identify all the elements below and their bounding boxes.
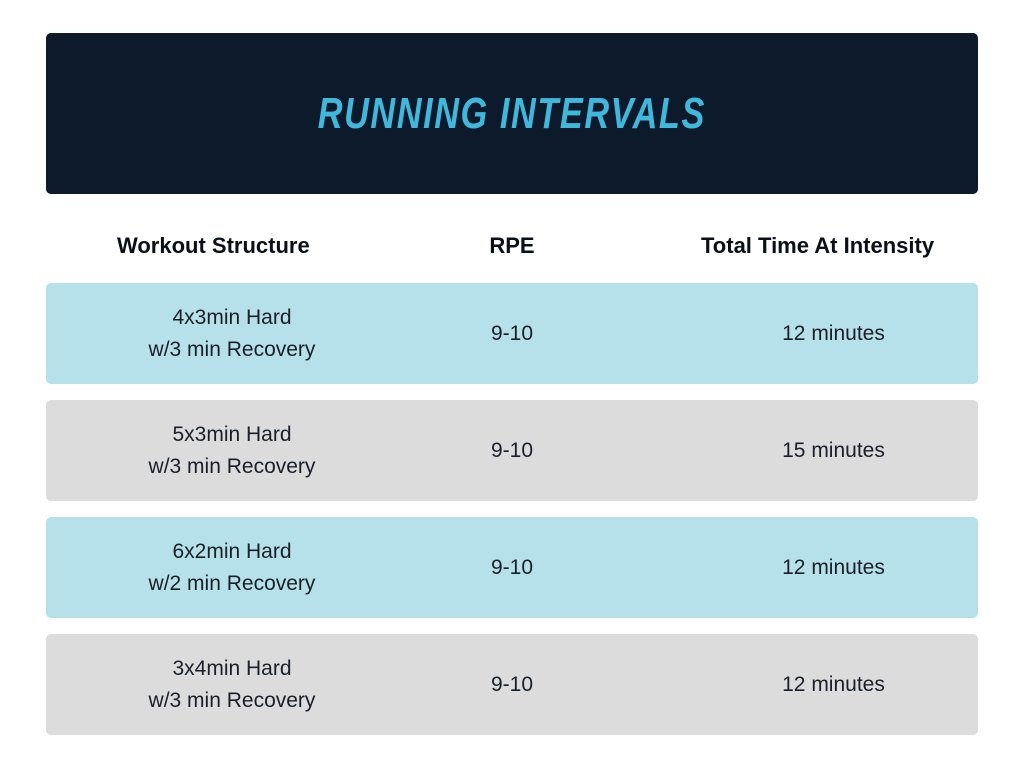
workout-structure-line2: w/3 min Recovery: [148, 337, 316, 361]
title-banner: [46, 33, 978, 194]
workout-structure-line1: 5x3min Hard: [172, 422, 292, 446]
table-row: [46, 400, 978, 501]
total-time-cell: 15 minutes: [782, 438, 885, 462]
workout-structure-line1: 6x2min Hard: [172, 539, 292, 563]
workout-structure-line2: w/2 min Recovery: [148, 571, 316, 595]
rpe-cell: 9-10: [490, 321, 534, 345]
header-total-time: Total Time At Intensity: [701, 233, 935, 258]
total-time-cell: 12 minutes: [782, 321, 885, 345]
header-workout-structure: Workout Structure: [117, 233, 310, 258]
table-row: [46, 517, 978, 618]
workout-structure-line1: 3x4min Hard: [172, 656, 292, 680]
total-time-cell: 12 minutes: [782, 672, 885, 696]
rpe-cell: 9-10: [490, 438, 534, 462]
rpe-cell: 9-10: [490, 555, 534, 579]
header-rpe: RPE: [489, 233, 535, 258]
table-row: [46, 634, 978, 735]
workout-structure-line2: w/3 min Recovery: [148, 688, 316, 712]
workout-structure-cell: [116, 400, 348, 501]
workout-structure-line1: 4x3min Hard: [172, 305, 292, 329]
table-row: [46, 283, 978, 384]
page-title: RUNNING INTERVALS: [317, 88, 707, 138]
workout-structure-cell: [116, 517, 348, 618]
total-time-cell: 12 minutes: [782, 555, 885, 579]
workout-structure-cell: [116, 634, 348, 735]
workout-structure-cell: [116, 283, 348, 384]
rpe-cell: 9-10: [490, 672, 534, 696]
workout-structure-line2: w/3 min Recovery: [148, 454, 316, 478]
table-header: [46, 226, 978, 266]
